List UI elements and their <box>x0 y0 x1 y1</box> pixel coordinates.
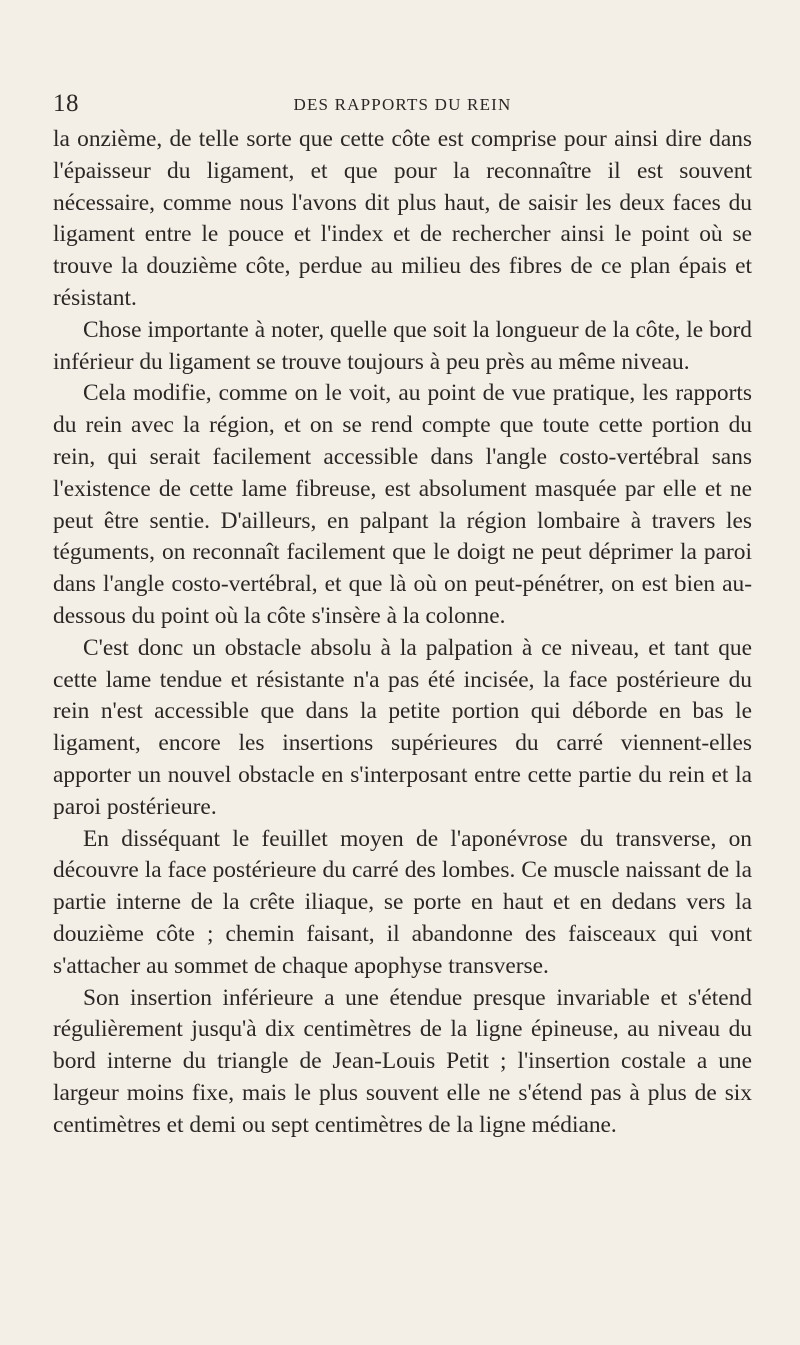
paragraph-1: la onzième, de telle sorte que cette côte est comprise pour ainsi dire dans l'épaisseur du ligament, et que pour la reconnaître il est souvent nécessaire, comme nous l'avons dit plus haut, de saisir les deux faces du ligament entre le pouce et l'index et de rechercher ainsi le point où se trouve la douzième côte, perdue au milieu des fibres de ce plan épais et résistant. <box>53 126 752 311</box>
running-title: DES RAPPORTS DU REIN <box>293 95 512 114</box>
paragraph-4: C'est donc un obstacle absolu à la palpation à ce niveau, et tant que cette lame tendue et résistante n'a pas été incisée, la face postérieure du rein n'est accessible que dans la petite portion qui déborde en bas le ligament, encore les insertions supérieures du carré viennent-elles apporter un nouvel obstacle en s'interposant entre cette partie du rein et la paroi postérieure. <box>53 634 752 820</box>
running-head <box>53 90 752 120</box>
paragraph-3: Cela modifie, comme on le voit, au point de vue pratique, les rapports du rein avec la région, et on se rend compte que toute cette portion du rein, qui serait facilement accessible dans l'angle costo-vertébral sans l'existence de cette lame fibreuse, est absolument masquée par elle et ne peut être sentie. D'ailleurs, en palpant la région lombaire à travers les téguments, on reconnaît facilement que le doigt ne peut déprimer la paroi dans l'angle costo-vertébral, et que là où on peut-pénétrer, on est bien au-dessous du point où la côte s'insère à la colonne. <box>53 380 752 629</box>
paragraph-5: En disséquant le feuillet moyen de l'aponévrose du transverse, on découvre la face postérieure du carré des lombes. Ce muscle naissant de la partie interne de la crête iliaque, se porte en haut et en dedans vers la douzième côte ; chemin faisant, il abandonne des faisceaux qui vont s'attacher au sommet de chaque apophyse transverse. <box>53 825 752 979</box>
paragraph-6: Son insertion inférieure a une étendue presque invariable et s'étend régulièrement jusqu'à dix centimètres de la ligne épineuse, au niveau du bord interne du triangle de Jean-Louis Petit ; l'insertion costale a une largeur moins fixe, mais le plus souvent elle ne s'étend pas à plus de six centimètres et demi ou sept centimètres de la ligne médiane. <box>53 984 752 1138</box>
paragraph-2: Chose importante à noter, quelle que soit la longueur de la côte, le bord inférieur du ligament se trouve toujours à peu près au même niveau. <box>53 316 752 375</box>
page-number: 18 <box>53 90 79 117</box>
body-text <box>53 124 752 1142</box>
